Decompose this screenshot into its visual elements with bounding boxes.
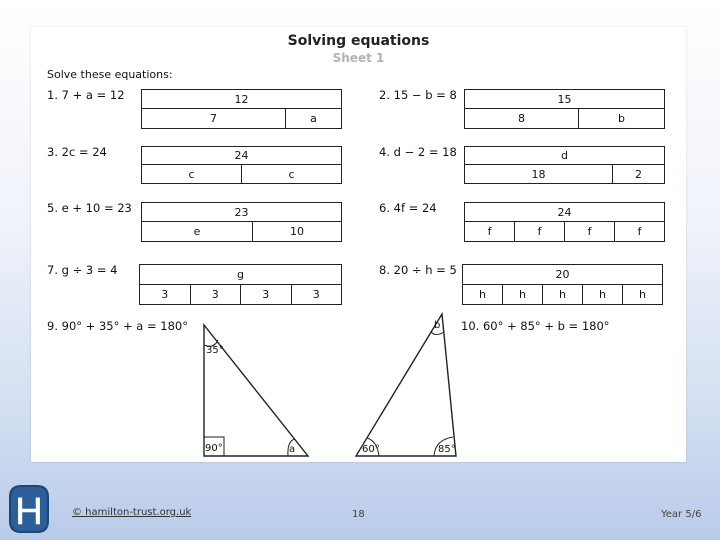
bar-total: g xyxy=(237,267,244,281)
bar-total: 24 xyxy=(234,149,249,162)
bar-part: 3 xyxy=(190,285,241,305)
worksheet xyxy=(31,27,686,462)
copyright-link[interactable] xyxy=(72,507,191,518)
question-7-label: 7. g ÷ 3 = 4 xyxy=(47,263,118,277)
worksheet-title: Solving equations xyxy=(287,33,430,49)
bar-part: 3 xyxy=(161,287,169,301)
bar-part: h xyxy=(479,287,486,301)
triangle-q10 xyxy=(356,314,456,456)
angle-label: 35° xyxy=(206,345,224,356)
bar-part: 8 xyxy=(518,112,525,125)
bar-total: 24 xyxy=(557,205,572,219)
bar-total: 12 xyxy=(234,92,249,106)
question-9-label: 9. 90° + 35° + a = 180° xyxy=(47,319,188,333)
bar-part: f xyxy=(514,222,564,241)
bar-part: c xyxy=(241,165,341,183)
year-group-label: Year 5/6 xyxy=(661,509,702,520)
question-6-label: 6. 4f = 24 xyxy=(379,201,437,215)
page-number: 18 xyxy=(352,509,365,520)
copyright-text[interactable]: © hamilton-trust.org.uk xyxy=(72,507,192,518)
bar-part: 3 xyxy=(291,285,342,305)
bar-part: b xyxy=(578,109,664,128)
bar-part: h xyxy=(582,285,622,305)
bar-part: 10 xyxy=(252,222,341,241)
angle-label: 85° xyxy=(438,444,456,455)
bar-part: h xyxy=(542,285,582,305)
bar-total: d xyxy=(561,149,568,162)
bar-part: f xyxy=(614,222,664,241)
bar-part: h xyxy=(622,285,662,305)
bar-part: f xyxy=(487,225,492,238)
bar-part: 18 xyxy=(531,167,546,181)
instruction-text: Solve these equations: xyxy=(47,68,173,81)
triangle-diagrams xyxy=(31,27,686,462)
bar-part: c xyxy=(188,167,195,181)
bar-part: 7 xyxy=(210,112,217,125)
bar-part: f xyxy=(564,222,614,241)
bar-part: a xyxy=(285,109,341,128)
question-2-label: 2. 15 − b = 8 xyxy=(379,88,457,102)
logo-letter: H xyxy=(15,491,43,533)
bar-total: 15 xyxy=(557,92,572,106)
hamilton-logo xyxy=(6,483,52,535)
question-5-label: 5. e + 10 = 23 xyxy=(47,201,132,215)
angle-arc xyxy=(431,332,444,335)
angle-label: b xyxy=(434,320,441,331)
angle-label: 90° xyxy=(205,443,223,454)
angle-label: 60° xyxy=(362,444,380,455)
bar-part: 3 xyxy=(240,285,291,305)
bar-part: 2 xyxy=(612,165,664,183)
angle-label: a xyxy=(289,444,296,455)
bar-total: 23 xyxy=(234,205,249,219)
bar-part: e xyxy=(193,225,201,238)
bar-total: 20 xyxy=(555,267,570,281)
bar-part: h xyxy=(502,285,542,305)
question-10-label: 10. 60° + 85° + b = 180° xyxy=(461,319,610,333)
worksheet-subtitle: Sheet 1 xyxy=(332,51,385,65)
question-4-label: 4. d − 2 = 18 xyxy=(379,145,457,159)
question-1-label: 1. 7 + a = 12 xyxy=(47,88,125,102)
question-8-label: 8. 20 ÷ h = 5 xyxy=(379,263,457,277)
question-3-label: 3. 2c = 24 xyxy=(47,145,107,159)
